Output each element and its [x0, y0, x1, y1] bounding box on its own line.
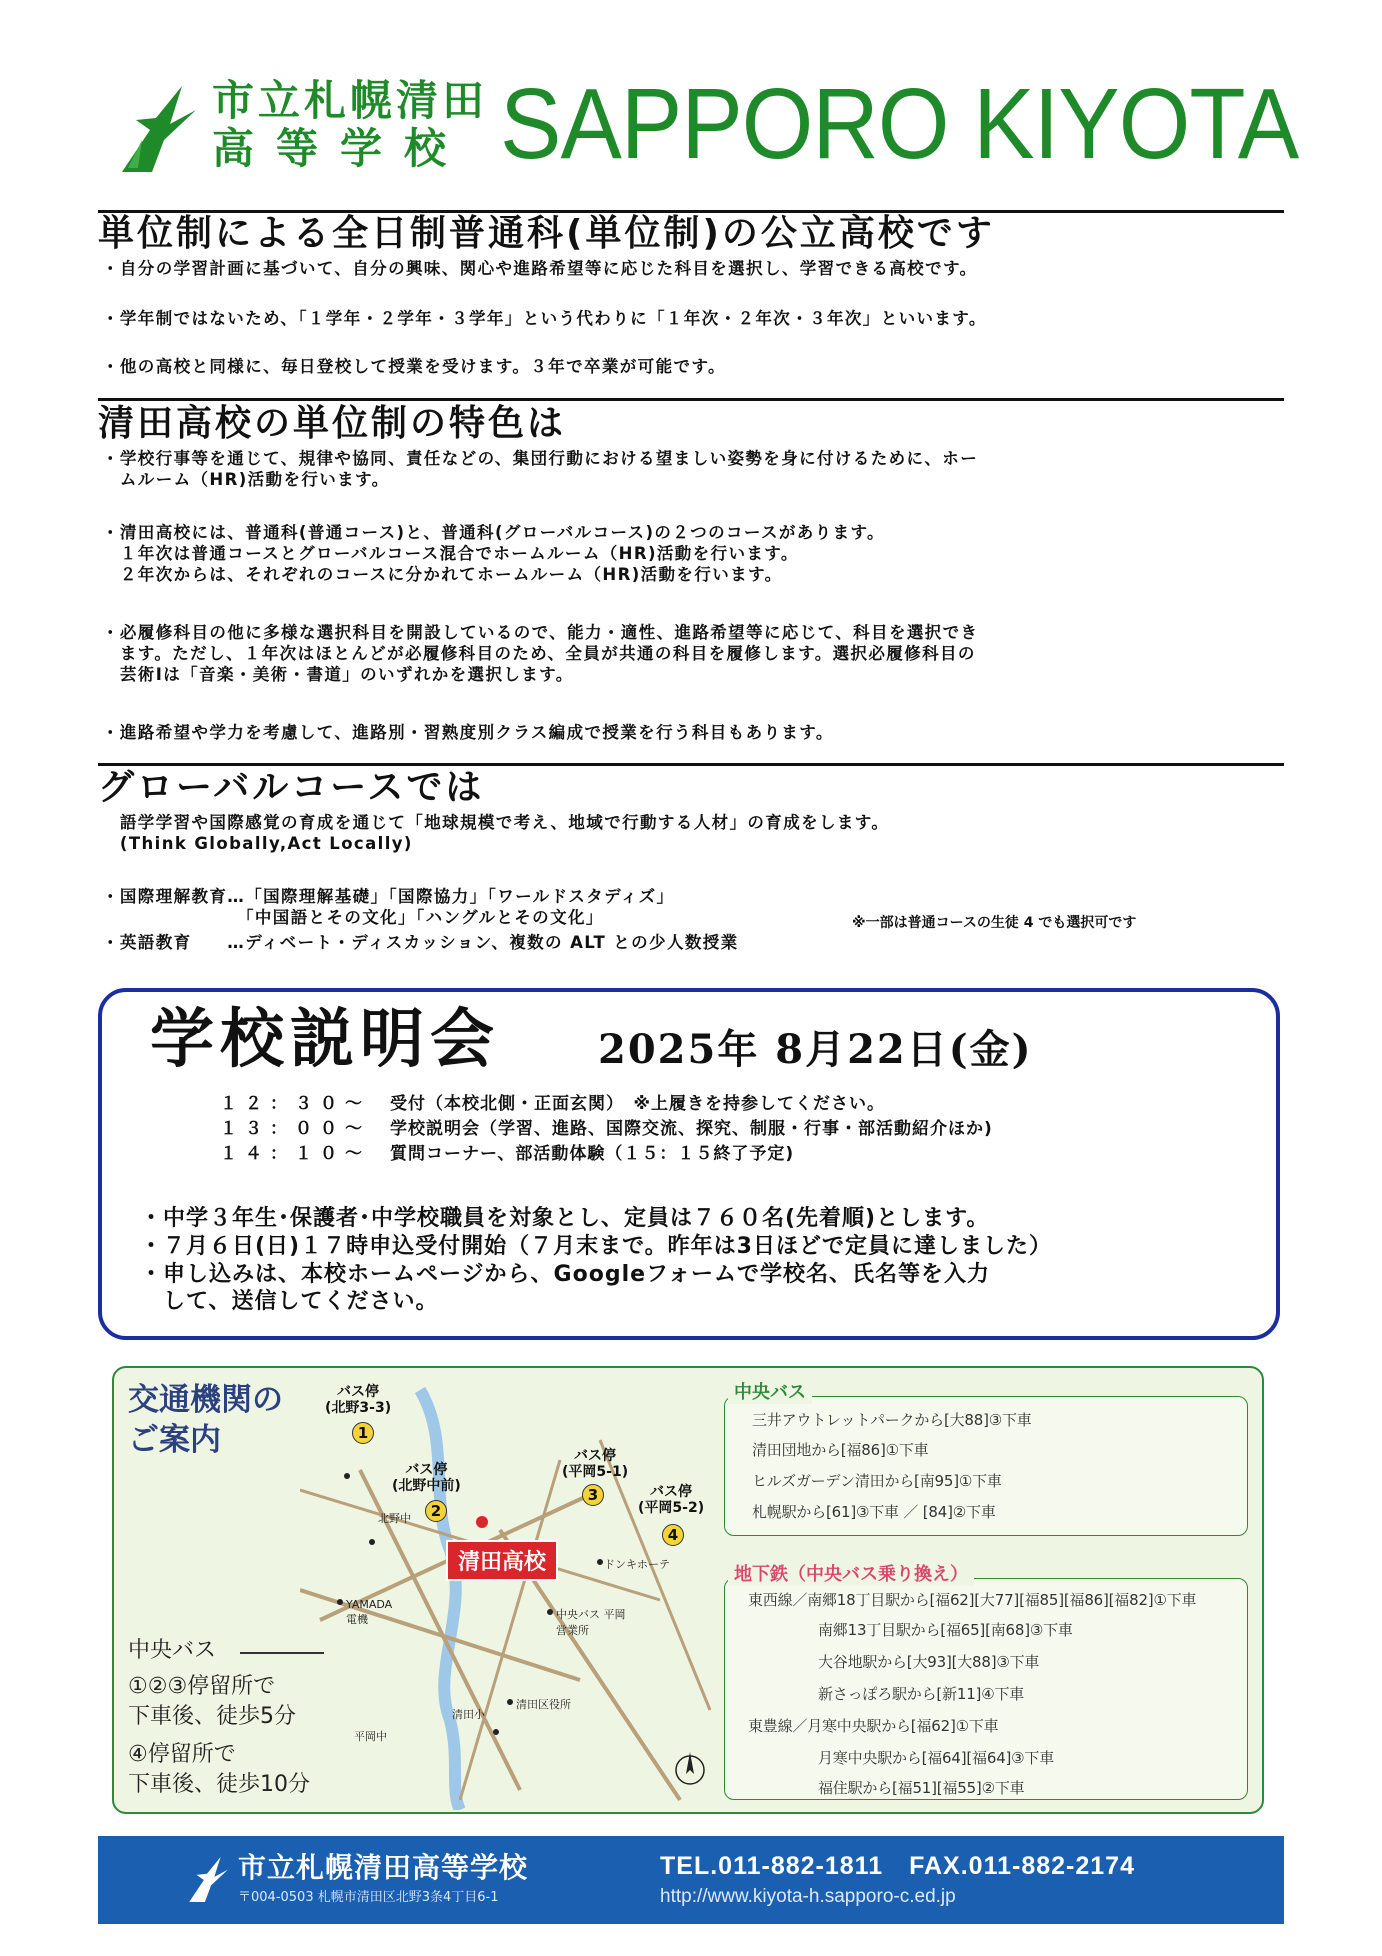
bus-route: ヒルズガーデン清田から[南95]①下車: [752, 1472, 1002, 1490]
footer-url-link[interactable]: http://www.kiyota-h.sapporo-c.ed.jp: [660, 1886, 956, 1907]
schedule-time: １２：３０～: [220, 1094, 370, 1114]
walk-note-2: 下車後、徒歩10分: [128, 1772, 310, 1797]
bus-label: 中央バス: [128, 1638, 217, 1663]
section-divider: [98, 763, 1284, 766]
bus-stop-number: 1: [352, 1422, 374, 1444]
access-title-line1: 交通機関の: [128, 1382, 283, 1418]
schedule-text: 質問コーナー、部活動体験（１５：１５終了予定): [390, 1144, 795, 1164]
schedule-time: １４：１０～: [220, 1144, 370, 1164]
bus-stop-number: 2: [425, 1500, 447, 1522]
subway-route: 新さっぽろ駅から[新11]④下車: [818, 1685, 1025, 1703]
school-logo-icon: [112, 80, 200, 176]
notice-item: ・中学３年生･保護者･中学校職員を対象とし、定員は７６０名(先着順)とします。: [140, 1206, 990, 1231]
walk-note-2: ④停留所で: [128, 1742, 236, 1767]
footer-address: 〒004-0503 札幌市清田区北野3条4丁目6-1: [238, 1890, 499, 1905]
bullet-item: 語学学習や国際感覚の育成を通じて「地球規模で考え、地域で行動する人材」の育成をします。 (Think Globally,Act Locally): [119, 813, 890, 853]
school-name-jp-line1: 市立札幌清田: [212, 76, 489, 125]
landmark-label: ドンキホーテ: [604, 1558, 670, 1571]
school-logo-icon: [184, 1846, 230, 1912]
course-note: ※一部は普通コースの生徒 4 でも選択可です: [852, 915, 1137, 931]
section-title: 清田高校の単位制の特色は: [98, 403, 567, 444]
section-title: グローバルコースでは: [98, 767, 485, 808]
bus-label-line: [240, 1652, 324, 1654]
schedule-row: [220, 1117, 993, 1141]
landmark-label: 平岡中: [354, 1730, 387, 1743]
notice-item: ・申し込みは、本校ホームページから、Googleフォームで学校名、氏名等を入力 して、送信してください。: [140, 1262, 990, 1314]
section-title: 単位制による全日制普通科(単位制)の公立高校です: [98, 213, 995, 254]
school-name-jp-line2: 高等学校: [212, 124, 469, 173]
schedule-text: 学校説明会（学習、進路、国際交流、探究、制服・行事・部活動紹介ほか): [390, 1119, 993, 1139]
schedule-text: 受付（本校北側・正面玄関） ※上履きを持参してください。: [390, 1094, 886, 1114]
map-school-label: 清田高校: [446, 1540, 558, 1581]
bullet-item: ・学年制ではないため、「１学年・２学年・３学年」という代わりに「１年次・２年次・３年次」といいます。: [102, 309, 987, 328]
subway-header: 地下鉄（中央バス乗り換え）: [728, 1560, 974, 1586]
subway-route: 東豊線／月寒中央駅から[福62]①下車: [748, 1717, 999, 1735]
info-session-date: 2025年 8月22日(金): [598, 1026, 1033, 1073]
bus-route: 清田団地から[福86]①下車: [752, 1441, 929, 1459]
bullet-item: ・自分の学習計画に基づいて、自分の興味、関心や進路希望等に応じた科目を選択し、学習できる高校です。: [102, 259, 978, 278]
bus-route: 三井アウトレットパークから[大88]③下車: [752, 1411, 1032, 1429]
walk-note-1: 下車後、徒歩5分: [128, 1704, 296, 1729]
bullet-item: ・国際理解教育…「国際理解基礎」「国際協力」「ワールドスタディズ」 「中国語とその文化」「ハングルとその文化」: [102, 887, 675, 927]
subway-route: 東西線／南郷18丁目駅から[福62][大77][福85][福86][福82]①下車: [748, 1591, 1197, 1609]
notice-item: ・７月６日(日)１７時申込受付開始（７月末まで。昨年は3日ほどで定員に達しました）: [140, 1234, 1052, 1259]
bullet-item: ・進路希望や学力を考慮して、進路別・習熟度別クラス編成で授業を行う科目もあります。: [102, 723, 834, 742]
footer-school-name: 市立札幌清田高等学校: [238, 1851, 529, 1884]
info-session-title: 学校説明会: [150, 1002, 500, 1077]
bullet-item: ・清田高校には、普通科(普通コース)と、普通科(グローバルコース)の２つのコースがあります。 １年次は普通コースとグローバルコース混合でホームルーム（HR)活動を行います。 ２年次からは、それぞれのコースに分かれてホームルーム（HR)活動を行います。: [102, 523, 885, 584]
subway-route: 福住駅から[福51][福55]②下車: [818, 1779, 1025, 1797]
bus-stop-number: 4: [662, 1524, 684, 1546]
section-divider: [98, 398, 1284, 401]
schedule-row: [220, 1142, 794, 1166]
landmark-label: 中央バス 平岡営業所: [556, 1608, 626, 1637]
schedule-row: [220, 1092, 885, 1116]
landmark-label: YAMADA 電機: [346, 1598, 393, 1626]
walk-note-1: ①②③停留所で: [128, 1674, 276, 1699]
landmark-label: 清田区役所: [516, 1698, 571, 1711]
bus-stop-number: 3: [582, 1484, 604, 1506]
subway-route: 月寒中央駅から[福64][福64]③下車: [818, 1749, 1055, 1767]
bullet-item: ・英語教育 …ディベート・ディスカッション、複数の ALT との少人数授業: [102, 933, 739, 952]
central-bus-header: 中央バス: [728, 1378, 812, 1404]
area-map: [300, 1380, 720, 1810]
school-name-en: SAPPORO KIYOTA: [500, 68, 1299, 180]
bus-stop-label: バス停 (北野3-3): [325, 1384, 392, 1416]
landmark-label: 清田小: [452, 1708, 485, 1721]
bullet-item: ・学校行事等を通じて、規律や協同、責任などの、集団行動における望ましい姿勢を身に付けるために、ホー ムルーム（HR)活動を行います。: [102, 449, 979, 489]
landmark-label: 北野中: [378, 1512, 411, 1525]
bus-route: 札幌駅から[61]③下車 ／ [84]②下車: [752, 1503, 996, 1521]
bullet-item: ・必履修科目の他に多様な選択科目を開設しているので、能力・適性、進路希望等に応じて、科目を選択でき ます。ただし、１年次はほとんどが必履修科目のため、全員が共通の科目を履修します。選択必履修科目の 芸術Ⅰは「音楽・美術・書道」のいずれかを選択します。: [102, 623, 979, 684]
bus-stop-label: バス停 (平岡5-2): [638, 1484, 705, 1516]
bus-stop-label: バス停 (北野中前): [392, 1462, 461, 1494]
footer-contact: TEL.011-882-1811 FAX.011-882-2174: [660, 1852, 1135, 1880]
bus-stop-label: バス停 (平岡5-1): [562, 1448, 629, 1480]
subway-route: 南郷13丁目駅から[福65][南68]③下車: [818, 1621, 1073, 1639]
bullet-item: ・他の高校と同様に、毎日登校して授業を受けます。３年で卒業が可能です。: [102, 357, 726, 376]
subway-route: 大谷地駅から[大93][大88]③下車: [818, 1653, 1040, 1671]
schedule-time: １３：００～: [220, 1119, 370, 1139]
access-title-line2: ご案内: [128, 1422, 221, 1458]
